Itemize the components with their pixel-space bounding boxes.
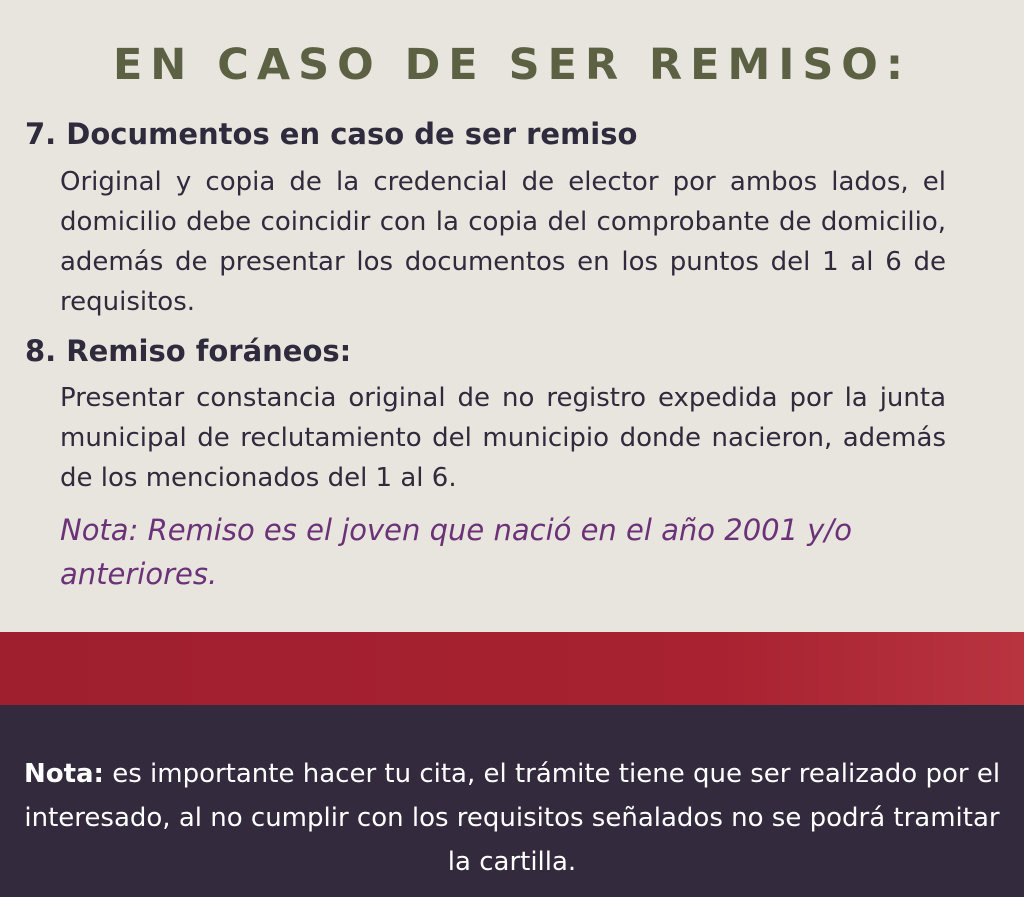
red-divider-band — [0, 632, 1024, 705]
footer-note-label: Nota: — [23, 759, 104, 789]
remiso-definition-note: Nota: Remiso es el joven que nació en el año 2001 y/o anteriores. — [60, 513, 852, 591]
item-7-title: 7. Documentos en caso de ser remiso — [25, 117, 638, 151]
item-8-title: 8. Remiso foráneos: — [25, 334, 352, 368]
item-8-body: Presentar constancia original de no registro expedida por la junta municipal de reclutamiento del municipio donde nacieron, además de los mencionados del 1 al 6. — [60, 383, 946, 493]
footer-note-text: es importante hacer tu cita, el trámite tiene que ser realizado por el interesado, al no cumplir con los requisitos señalados no se podrá tramitar la cartilla. — [24, 759, 1001, 877]
item-7-body: Original y copia de la credencial de elector por ambos lados, el domicilio debe coincidir con la copia del comprobante de domicilio, además de presentar los documentos en los puntos del 1 al 6 de requisitos. — [60, 167, 946, 317]
page-title: EN CASO DE SER REMISO: — [112, 40, 912, 90]
footer-note — [20, 752, 1004, 884]
